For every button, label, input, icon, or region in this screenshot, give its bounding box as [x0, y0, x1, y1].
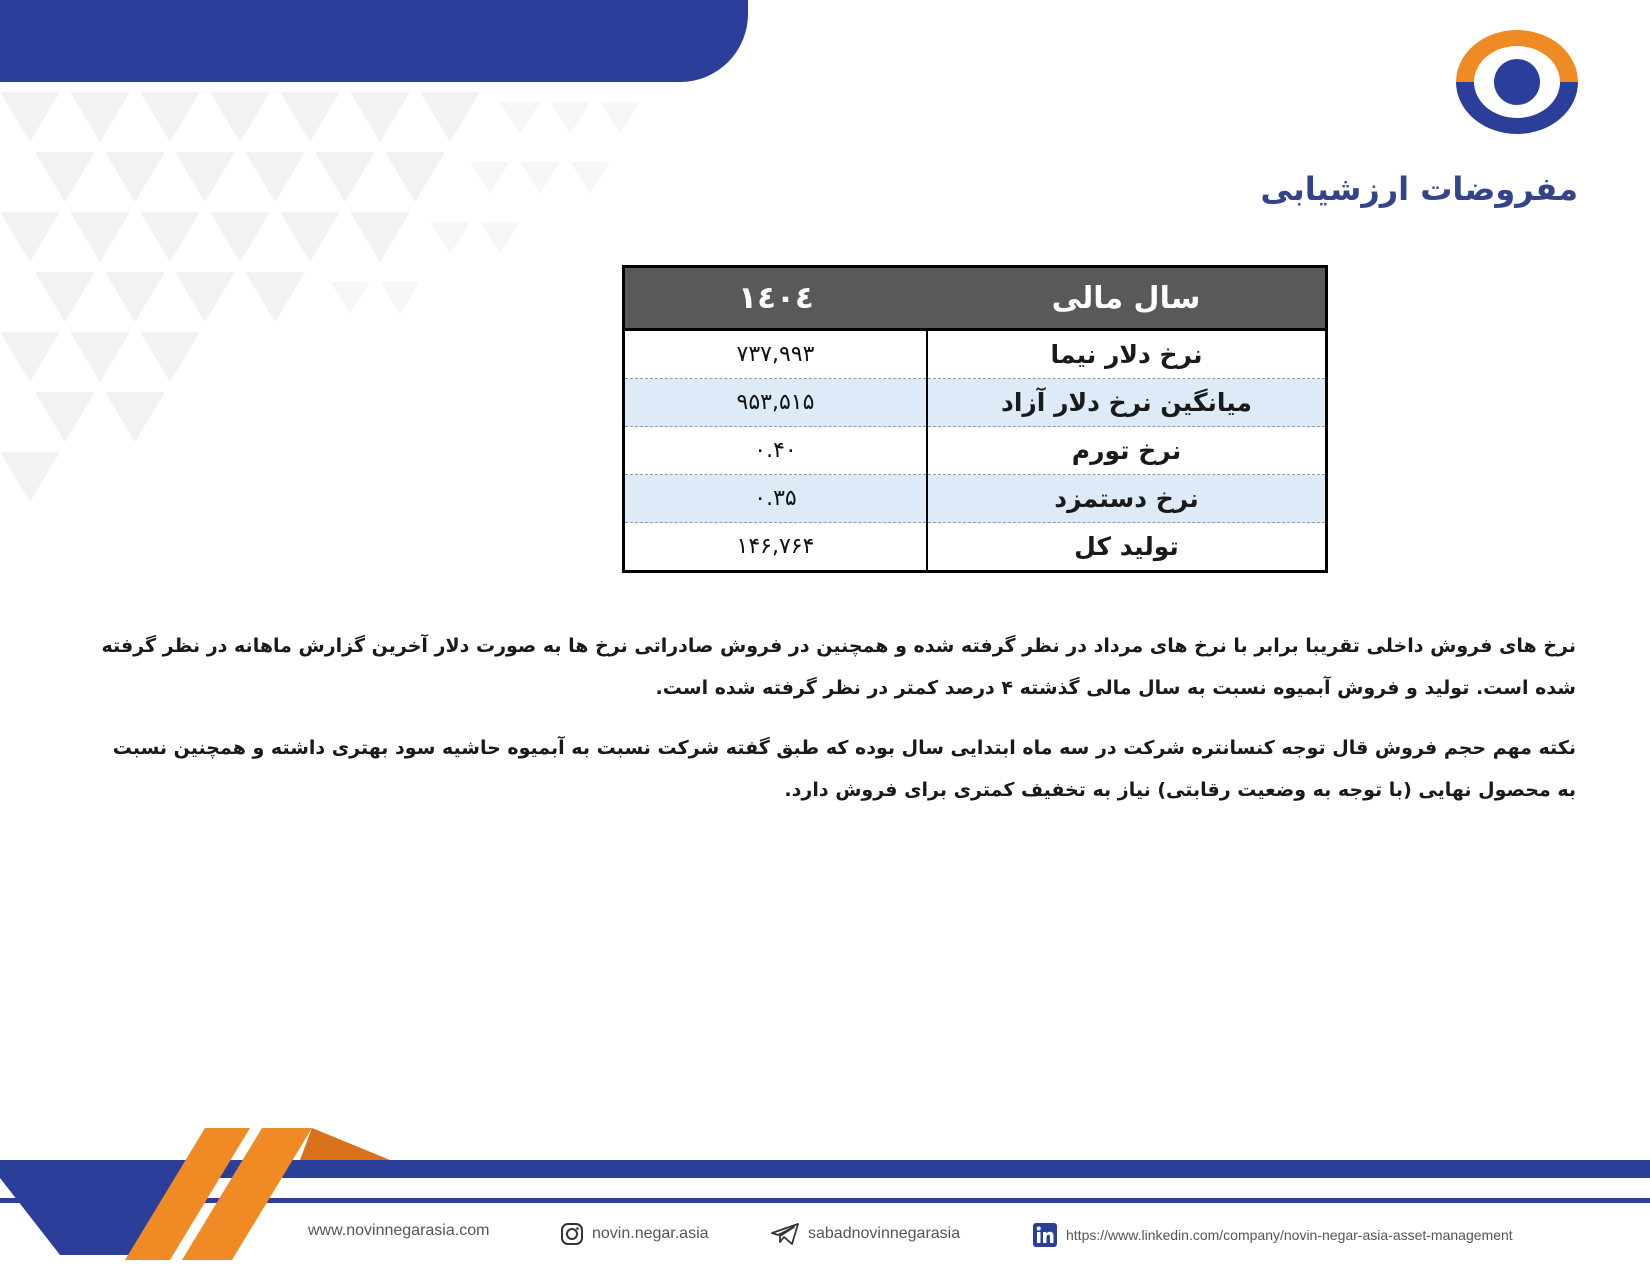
row-label: میانگین نرخ دلار آزاد: [927, 379, 1327, 427]
table-row: [624, 523, 1327, 572]
instagram-icon: [560, 1222, 584, 1246]
row-label: نرخ دستمزد: [927, 475, 1327, 523]
note-paragraph: نرخ های فروش داخلی تقریبا برابر با نرخ های مرداد در نظر گرفته شده و همچنین در فروش صادراتی نرخ ها به صورت دلار آخرین گزارش ماهانه در نظر گرفته شده است. تولید و فروش آبمیوه نسبت به سال مالی گذشته ۴ درصد کمتر در نظر گرفته شده است.: [101, 635, 1576, 699]
linkedin-icon: [1032, 1222, 1058, 1248]
row-value: ۹۵۳,۵۱۵: [624, 379, 928, 427]
table-row: [624, 427, 1327, 475]
row-value: ۰.۳۵: [624, 475, 928, 523]
top-banner: [0, 0, 748, 82]
linkedin-url[interactable]: https://www.linkedin.com/company/novin-negar-asia-asset-management: [1066, 1227, 1513, 1243]
valuation-assumptions-table: [622, 265, 1328, 573]
header-year: ۱٤۰٤: [624, 267, 928, 330]
linkedin-link[interactable]: [1032, 1222, 1513, 1248]
table-row: [624, 379, 1327, 427]
instagram-handle[interactable]: novin.negar.asia: [592, 1225, 709, 1242]
telegram-link[interactable]: [770, 1222, 960, 1246]
header-label: سال مالی: [927, 267, 1327, 330]
company-logo: [1448, 22, 1586, 142]
page-title: مفروضات ارزشیابی: [1260, 170, 1578, 208]
row-label: تولید کل: [927, 523, 1327, 572]
telegram-handle[interactable]: sabadnovinnegarasia: [808, 1225, 961, 1242]
website-link[interactable]: [308, 1222, 489, 1240]
row-label: نرخ دلار نیما: [927, 330, 1327, 379]
instagram-link[interactable]: [560, 1222, 709, 1246]
website-text[interactable]: www.novinnegarasia.com: [308, 1222, 490, 1239]
row-value: ۰.۴۰: [624, 427, 928, 475]
row-value: ۱۴۶,۷۶۴: [736, 534, 815, 559]
table-header-row: [624, 267, 1327, 330]
row-value: ۷۳۷,۹۹۳: [624, 330, 928, 379]
table-row: [624, 475, 1327, 523]
footer-links: [0, 1222, 1650, 1254]
notes-section: [92, 625, 1576, 829]
table-row: [624, 330, 1327, 379]
note-paragraph: نکته مهم حجم فروش قال توجه کنسانتره شرکت در سه ماه ابتدایی سال بوده که طبق گفته شرکت نسبت به آبمیوه حاشیه سود بهتری داشته و همچنین نسبت به محصول نهایی (با توجه به وضعیت رقابتی) نیاز به تخفیف کمتری برای فروش دارد.: [112, 737, 1576, 801]
row-label: نرخ تورم: [927, 427, 1327, 475]
telegram-icon: [770, 1222, 800, 1246]
